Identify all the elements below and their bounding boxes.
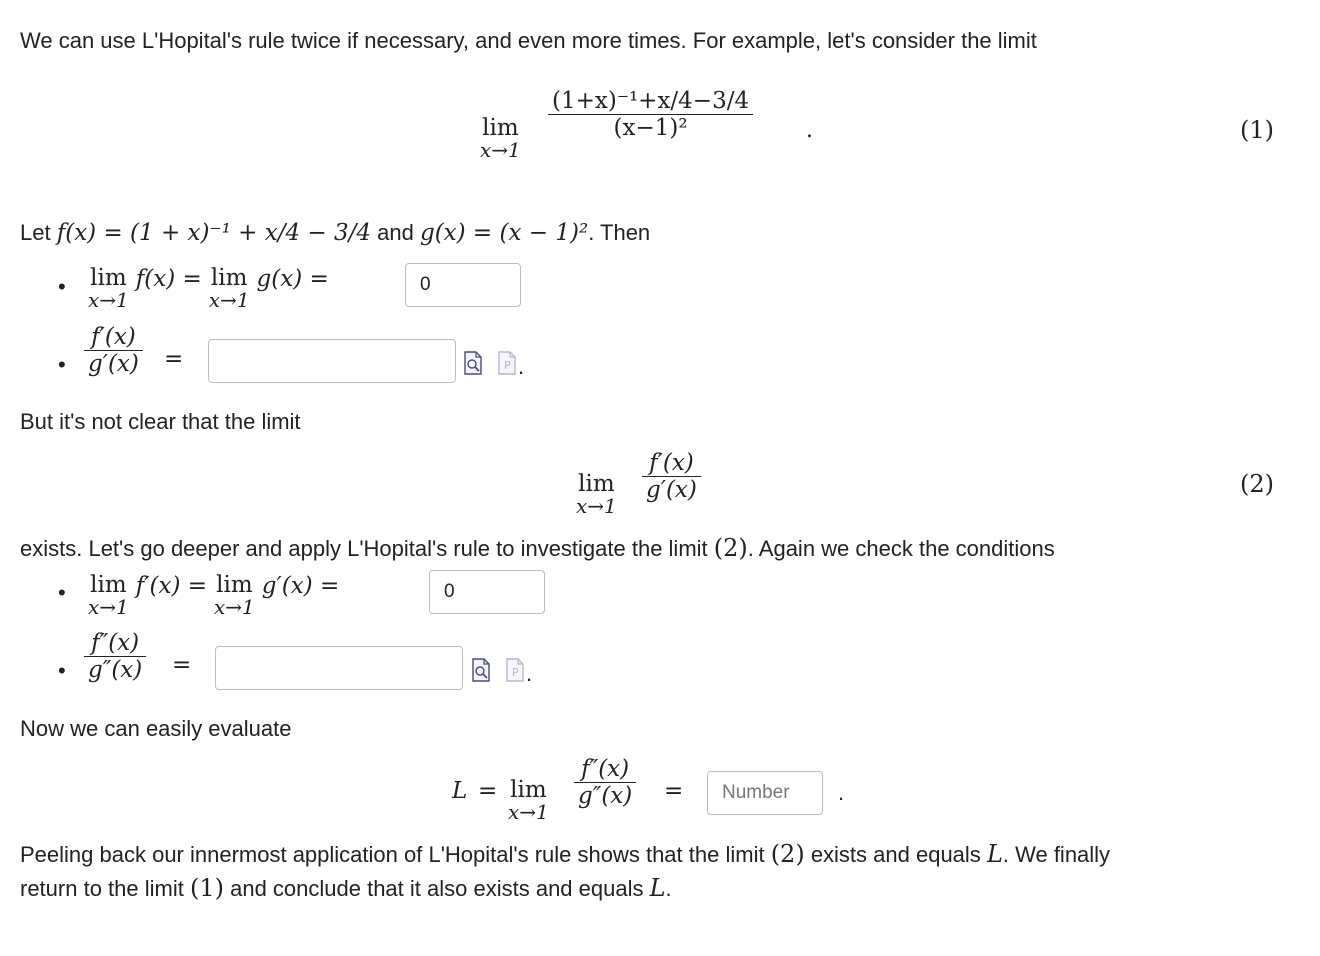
gprime-of-x: g′(x) = (261, 573, 340, 599)
g-definition: g(x) = (x − 1)² (419, 220, 589, 246)
lim-subscript: x→1 (576, 494, 617, 519)
equals-sign: = (478, 778, 498, 804)
lim-text: lim (216, 572, 253, 598)
ratio-fprime-gprime (84, 324, 143, 377)
L-symbol: L (452, 778, 468, 804)
equation-ref-1: (1) (189, 874, 224, 902)
bullet-dot: • (58, 658, 66, 683)
exists-line (20, 534, 1055, 562)
limit-operator (214, 573, 255, 618)
let-word: Let (20, 220, 51, 245)
final-line-1 (20, 840, 1110, 868)
fraction (574, 756, 636, 809)
limit-operator (480, 116, 521, 161)
equals-sign: = (664, 778, 684, 804)
answer-input-1[interactable] (405, 263, 521, 307)
numerator: f′(x) (91, 324, 136, 350)
preview-icon[interactable] (471, 658, 491, 682)
final-line-2 (20, 874, 672, 902)
L-symbol: L (986, 840, 1003, 868)
limit-condition-1 (88, 266, 329, 311)
exists-text: exists. Let's go deeper and apply L'Hopital's rule to investigate the limit (20, 536, 708, 561)
now-text: Now we can easily evaluate (20, 716, 292, 741)
limit-operator (88, 573, 129, 618)
svg-text:P: P (512, 666, 519, 679)
f-definition: f(x) = (1 + x)⁻¹ + x/4 − 3/4 (56, 220, 372, 246)
final-text: and conclude that it also exists and equals (230, 876, 644, 901)
paper-icon[interactable] (505, 658, 525, 682)
denominator: g′(x) (84, 350, 143, 377)
lim-text: lim (90, 265, 127, 291)
fprime-of-x: f′(x) = (135, 573, 208, 599)
number-field[interactable] (720, 781, 810, 805)
answer-input-4[interactable] (215, 646, 463, 690)
lim-subscript: x→1 (214, 595, 255, 620)
equation-ref-2: (2) (713, 534, 748, 562)
answer-field-2[interactable] (221, 349, 443, 373)
f-of-x: f(x) = (135, 266, 202, 292)
answer-input-3[interactable] (429, 570, 545, 614)
numerator: f″(x) (581, 756, 630, 782)
limit-operator (576, 472, 617, 517)
period: . (806, 118, 813, 143)
denominator: g′(x) (642, 476, 701, 503)
limit-operator (508, 778, 549, 823)
numerator: (1+x)⁻¹+x/4−3/4 (552, 88, 750, 114)
ratio-fdoubleprime-gdoubleprime (84, 630, 146, 683)
answer-field-4[interactable] (228, 656, 450, 680)
final-text: exists and equals (810, 842, 981, 867)
preview-icon[interactable] (463, 351, 483, 375)
fraction-1 (548, 88, 753, 141)
fraction (84, 324, 143, 377)
answer-input-2[interactable] (208, 339, 456, 383)
g-of-x: g(x) = (256, 266, 329, 292)
final-text: . (665, 876, 672, 901)
equals-sign: = (172, 652, 192, 678)
final-text: . We finally (1002, 842, 1111, 867)
numerator: f′(x) (649, 450, 694, 476)
equation-number-1: (1) (1240, 116, 1274, 144)
equation-ref-2: (2) (770, 840, 805, 868)
bullet-dot: • (58, 274, 66, 299)
bullet-dot: • (58, 580, 66, 605)
lim-subscript: x→1 (208, 288, 250, 313)
limit-operator (88, 266, 129, 311)
period: . (838, 780, 845, 805)
conditions-text: . Again we check the conditions (747, 536, 1055, 561)
limit-operator (209, 266, 250, 311)
paper-icon[interactable] (497, 351, 517, 375)
lim-subscript: x→1 (480, 138, 521, 163)
not-clear-text: But it's not clear that the limit (20, 409, 301, 434)
equation-number-2: (2) (1240, 470, 1274, 498)
lim-text: lim (482, 115, 519, 141)
svg-text:P: P (504, 359, 511, 372)
trailing-dot: . (518, 354, 525, 379)
lim-text: lim (210, 265, 248, 291)
L-symbol: L (649, 874, 666, 902)
numerator: f″(x) (91, 630, 140, 656)
intro-text: We can use L'Hopital's rule twice if necessary, and even more times. For example, let's consider the limit (20, 28, 1037, 53)
definition-line (20, 220, 650, 246)
bullet-dot: • (58, 352, 66, 377)
limit-condition-2 (88, 573, 339, 618)
lim-text: lim (90, 572, 127, 598)
fraction (642, 450, 701, 503)
lim-text: lim (578, 471, 615, 497)
lim-text: lim (510, 777, 547, 803)
lim-subscript: x→1 (88, 288, 129, 313)
equals-sign: = (164, 346, 184, 372)
answer-field-3[interactable] (442, 580, 532, 604)
answer-field-1[interactable] (418, 273, 508, 297)
and-word: and (377, 220, 414, 245)
denominator: g″(x) (84, 656, 146, 683)
number-input[interactable] (707, 771, 823, 815)
trailing-dot: . (526, 661, 533, 686)
final-text: Peeling back our innermost application of L'Hopital's rule shows that the limit (20, 842, 765, 867)
lim-subscript: x→1 (88, 595, 129, 620)
fraction (84, 630, 146, 683)
denominator: (x−1)² (548, 114, 753, 141)
then-word: . Then (588, 220, 651, 245)
final-text: return to the limit (20, 876, 184, 901)
lim-subscript: x→1 (508, 800, 549, 825)
denominator: g″(x) (574, 782, 636, 809)
